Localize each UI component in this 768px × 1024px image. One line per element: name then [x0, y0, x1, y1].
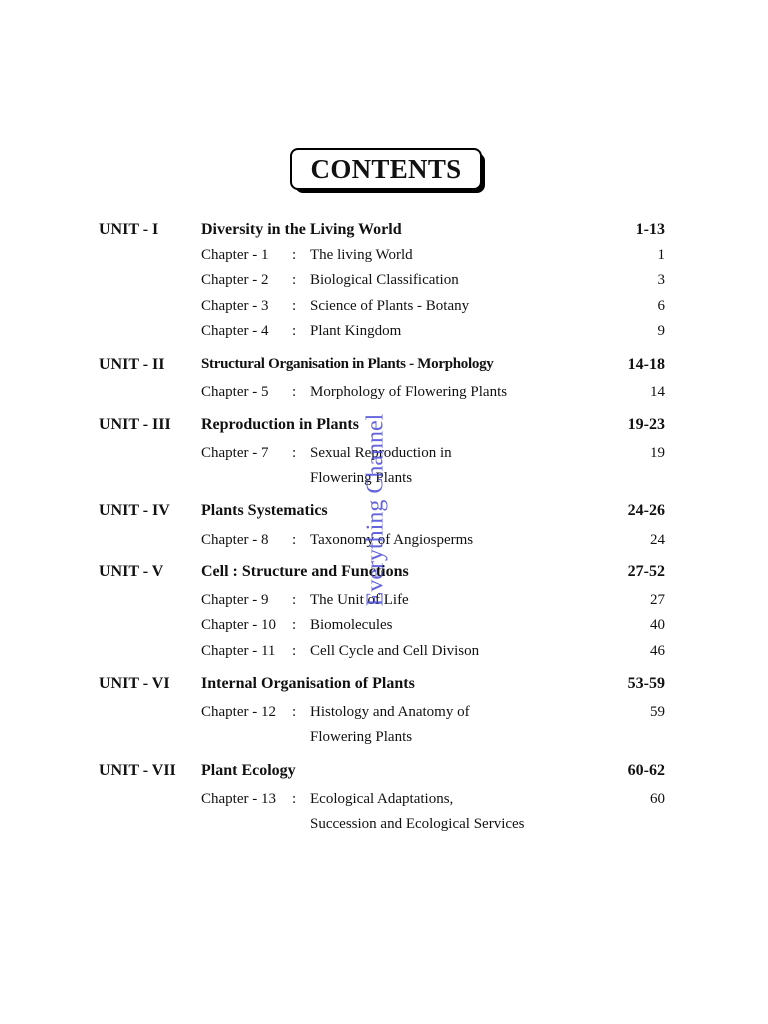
unit-row	[0, 563, 768, 589]
chapter-page: 6	[657, 298, 665, 314]
chapter-label: Chapter - 13	[201, 791, 276, 807]
chapter-row	[0, 247, 768, 273]
chapter-row	[0, 791, 768, 817]
chapter-page: 60	[650, 791, 665, 807]
unit-title: Structural Organisation in Plants - Morphology	[201, 356, 494, 372]
unit-pages: 1-13	[635, 221, 665, 238]
chapter-label: Chapter - 1	[201, 247, 269, 263]
chapter-title: Ecological Adaptations,	[310, 791, 454, 807]
chapter-colon: :	[292, 617, 297, 633]
chapter-page: 1	[657, 247, 665, 263]
chapter-title: Science of Plants - Botany	[310, 298, 470, 314]
chapter-page: 24	[650, 532, 665, 548]
unit-label: UNIT - I	[99, 221, 159, 238]
chapter-title: Morphology of Flowering Plants	[310, 384, 508, 400]
unit-row	[0, 356, 768, 382]
unit-title: Diversity in the Living World	[201, 221, 402, 238]
chapter-row	[0, 298, 768, 324]
chapter-label: Chapter - 11	[201, 643, 276, 659]
chapter-title: Plant Kingdom	[310, 323, 402, 339]
chapter-page: 3	[657, 272, 665, 288]
unit-title: Reproduction in Plants	[201, 416, 359, 433]
chapter-title: Taxonomy of Angiosperms	[310, 532, 474, 548]
unit-row	[0, 416, 768, 442]
chapter-title: Sexual Reproduction in	[310, 445, 452, 461]
chapter-row	[0, 384, 768, 410]
chapter-row	[0, 532, 768, 558]
unit-label: UNIT - IV	[99, 502, 170, 519]
chapter-page: 9	[657, 323, 665, 339]
chapter-page: 59	[650, 704, 665, 720]
chapter-title: Biomolecules	[310, 617, 393, 633]
unit-pages: 53-59	[627, 675, 665, 692]
chapter-row	[0, 704, 768, 730]
chapter-label: Chapter - 3	[201, 298, 269, 314]
unit-pages: 27-52	[627, 563, 665, 580]
chapter-title-line-2: Succession and Ecological Services	[310, 816, 525, 832]
chapter-title-line-2: Flowering Plants	[310, 729, 413, 745]
chapter-colon: :	[292, 445, 297, 461]
chapter-row	[0, 617, 768, 643]
chapter-row	[0, 592, 768, 618]
page-title: CONTENTS	[290, 148, 482, 190]
chapter-colon: :	[292, 643, 297, 659]
chapter-label: Chapter - 5	[201, 384, 269, 400]
chapter-colon: :	[292, 592, 297, 608]
chapter-row	[0, 272, 768, 298]
chapter-label: Chapter - 7	[201, 445, 269, 461]
chapter-label: Chapter - 2	[201, 272, 269, 288]
chapter-title: The Unit of Life	[310, 592, 409, 608]
chapter-title-line-2: Flowering Plants	[310, 470, 413, 486]
chapter-colon: :	[292, 323, 297, 339]
unit-pages: 24-26	[627, 502, 665, 519]
unit-title: Plants Systematics	[201, 502, 328, 519]
chapter-colon: :	[292, 532, 297, 548]
chapter-row-continuation	[0, 470, 768, 496]
chapter-title: Biological Classification	[310, 272, 459, 288]
chapter-row-continuation	[0, 816, 768, 842]
unit-label: UNIT - V	[99, 563, 164, 580]
chapter-row	[0, 643, 768, 669]
chapter-title: The living World	[310, 247, 413, 263]
chapter-page: 14	[650, 384, 665, 400]
chapter-colon: :	[292, 704, 297, 720]
unit-pages: 60-62	[627, 762, 665, 779]
unit-label: UNIT - II	[99, 356, 165, 373]
unit-row	[0, 675, 768, 701]
unit-title: Plant Ecology	[201, 762, 296, 779]
chapter-colon: :	[292, 384, 297, 400]
chapter-title: Cell Cycle and Cell Divison	[310, 643, 480, 659]
chapter-colon: :	[292, 272, 297, 288]
chapter-row-continuation	[0, 729, 768, 755]
unit-pages: 19-23	[627, 416, 665, 433]
chapter-title: Histology and Anatomy of	[310, 704, 470, 720]
chapter-label: Chapter - 8	[201, 532, 269, 548]
chapter-label: Chapter - 9	[201, 592, 269, 608]
chapter-row	[0, 445, 768, 471]
unit-row	[0, 502, 768, 528]
unit-title: Cell : Structure and Functions	[201, 563, 409, 580]
unit-row	[0, 221, 768, 247]
unit-pages: 14-18	[627, 356, 665, 373]
chapter-label: Chapter - 10	[201, 617, 276, 633]
chapter-page: 46	[650, 643, 665, 659]
chapter-page: 40	[650, 617, 665, 633]
unit-label: UNIT - VI	[99, 675, 170, 692]
unit-row	[0, 762, 768, 788]
chapter-row	[0, 323, 768, 349]
chapter-page: 19	[650, 445, 665, 461]
chapter-label: Chapter - 12	[201, 704, 276, 720]
unit-title: Internal Organisation of Plants	[201, 675, 415, 692]
chapter-colon: :	[292, 791, 297, 807]
unit-label: UNIT - III	[99, 416, 171, 433]
unit-label: UNIT - VII	[99, 762, 176, 779]
chapter-label: Chapter - 4	[201, 323, 269, 339]
chapter-page: 27	[650, 592, 665, 608]
chapter-colon: :	[292, 247, 297, 263]
watermark: Everything Channel	[362, 413, 389, 607]
chapter-colon: :	[292, 298, 297, 314]
